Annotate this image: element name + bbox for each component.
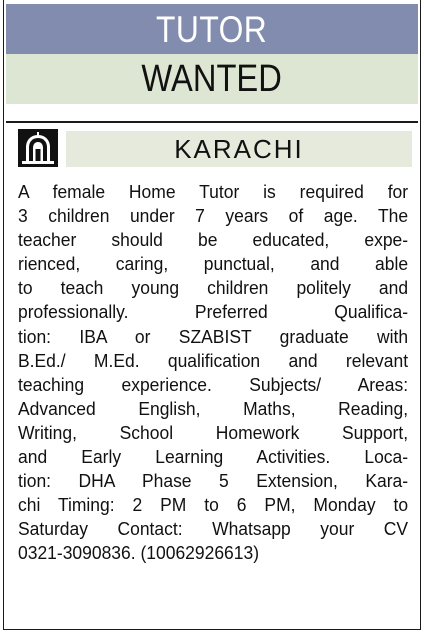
ad-body-line: tion: DHA Phase 5 Extension, Kara- (18, 470, 409, 492)
ad-body-line: chi Timing: 2 PM to 6 PM, Monday to (18, 494, 409, 516)
ad-body-line: Advanced English, Maths, Reading, (18, 397, 409, 419)
ad-body-line: tion: IBA or SZABIST graduate with (18, 325, 409, 347)
divider-rule (6, 121, 418, 123)
ad-body-line: Saturday Contact: Whatsapp your CV (18, 518, 409, 540)
city-banner (66, 131, 412, 167)
classified-ad (3, 0, 421, 630)
ad-body-line: teacher should be educated, expe- (18, 229, 409, 251)
title-band-top (6, 4, 418, 54)
ad-body-line: B.Ed./ M.Ed. qualification and relevant (18, 349, 409, 371)
ad-title-line1: TUTOR (156, 8, 268, 50)
ad-body (18, 180, 408, 566)
ad-body-line: 0321-3090836. (10062926613) (18, 542, 260, 564)
ad-body-line: to teach young children politely and (18, 277, 409, 299)
ad-title-line2: WANTED (141, 58, 283, 100)
location-row (6, 128, 418, 172)
ad-body-line: teaching experience. Subjects/ Areas: (18, 373, 409, 395)
ad-body-line: professionally. Preferred Qualifica- (18, 301, 409, 323)
ad-body-line: Writing, School Homework Support, (18, 421, 409, 443)
ad-body-line: and Early Learning Activities. Loca- (18, 446, 409, 468)
mazar-e-quaid-icon (18, 129, 58, 167)
ad-body-line: A female Home Tutor is required for (18, 181, 409, 202)
ad-body-line: rienced, caring, punctual, and able (18, 253, 409, 275)
title-band-bottom (6, 54, 418, 104)
city-name: KARACHI (174, 134, 304, 164)
ad-body-line: 3 children under 7 years of age. The (18, 205, 409, 227)
